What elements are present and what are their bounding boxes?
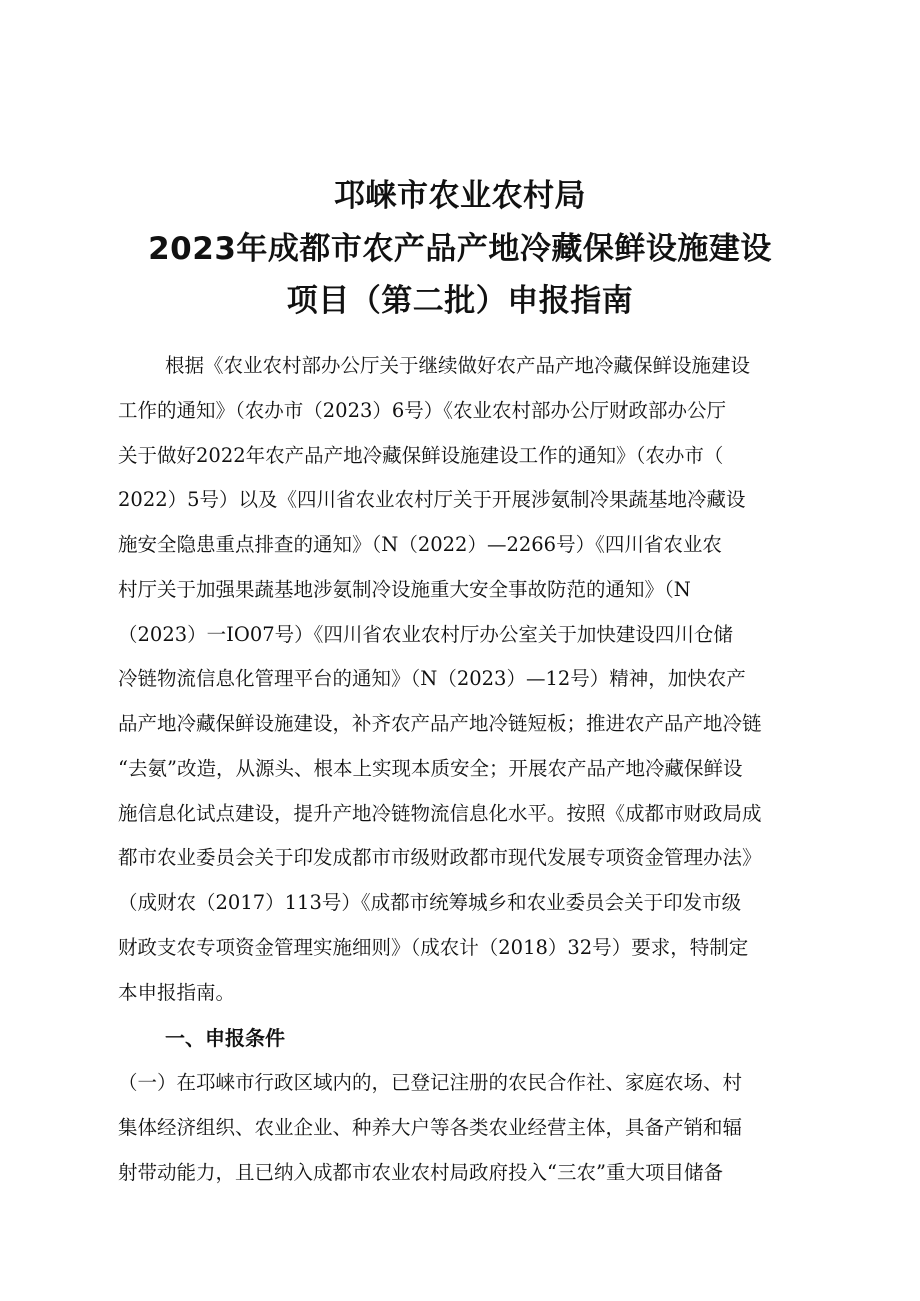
intro-line: 财政支农专项资金管理实施细则》（成农计（2018）32号）要求，特制定 <box>118 936 749 959</box>
intro-line: 2022）5号）以及《四川省农业农村厅关于开展涉氨制冷果蔬基地冷藏设 <box>118 488 746 511</box>
section-line: 射带动能力，且已纳入成都市农业农村局政府投入“三农”重大项目储备 <box>118 1161 723 1184</box>
section-line: （一）在邛崃市行政区域内的，已登记注册的农民合作社、家庭农场、村 <box>118 1071 743 1094</box>
intro-line: 施安全隐患重点排查的通知》（N（2022）—2266号）《四川省农业农 <box>118 533 722 556</box>
intro-line: 村厅关于加强果蔬基地涉氨制冷设施重大安全事故防范的通知》（N <box>118 578 691 601</box>
document-title-line-2: 2023年成都市农产品产地冷藏保鲜设施建设 <box>148 231 772 267</box>
intro-line: 施信息化试点建设，提升产地冷链物流信息化水平。按照《成都市财政局成 <box>118 802 762 825</box>
intro-line: （2023）一IO07号）《四川省农业农村厅办公室关于加快建设四川仓储 <box>118 623 733 646</box>
intro-line: 关于做好2022年农产品产地冷藏保鲜设施建设工作的通知》（农办市（ <box>118 444 724 467</box>
intro-line: 冷链物流信息化管理平台的通知》（N（2023）—12号）精神，加快农产 <box>118 667 746 690</box>
intro-line: 本申报指南。 <box>118 981 236 1004</box>
section-heading: 一、申报条件 <box>165 1026 285 1050</box>
intro-line: 根据《农业农村部办公厅关于继续做好农产品产地冷藏保鲜设施建设 <box>165 354 751 377</box>
intro-line: 工作的通知》（农办市（2023）6号）《农业农村部办公厅财政部办公厅 <box>118 399 727 422</box>
intro-line: 品产地冷藏保鲜设施建设，补齐农产品产地冷链短板；推进农产品产地冷链 <box>118 712 762 735</box>
intro-line: （成财农（2017）113号）《成都市统筹城乡和农业委员会关于印发市级 <box>118 891 742 914</box>
intro-line: “去氨”改造，从源头、根本上实现本质安全；开展农产品产地冷藏保鲜设 <box>118 757 743 780</box>
intro-line: 都市农业委员会关于印发成都市市级财政都市现代发展专项资金管理办法》 <box>118 846 762 869</box>
section-line: 集体经济组织、农业企业、种养大户等各类农业经营主体，具备产销和辐 <box>118 1116 743 1139</box>
document-title-line-1: 邛崃市农业农村局 <box>334 178 586 214</box>
document-title-line-3: 项目（第二批）申报指南 <box>286 283 634 319</box>
